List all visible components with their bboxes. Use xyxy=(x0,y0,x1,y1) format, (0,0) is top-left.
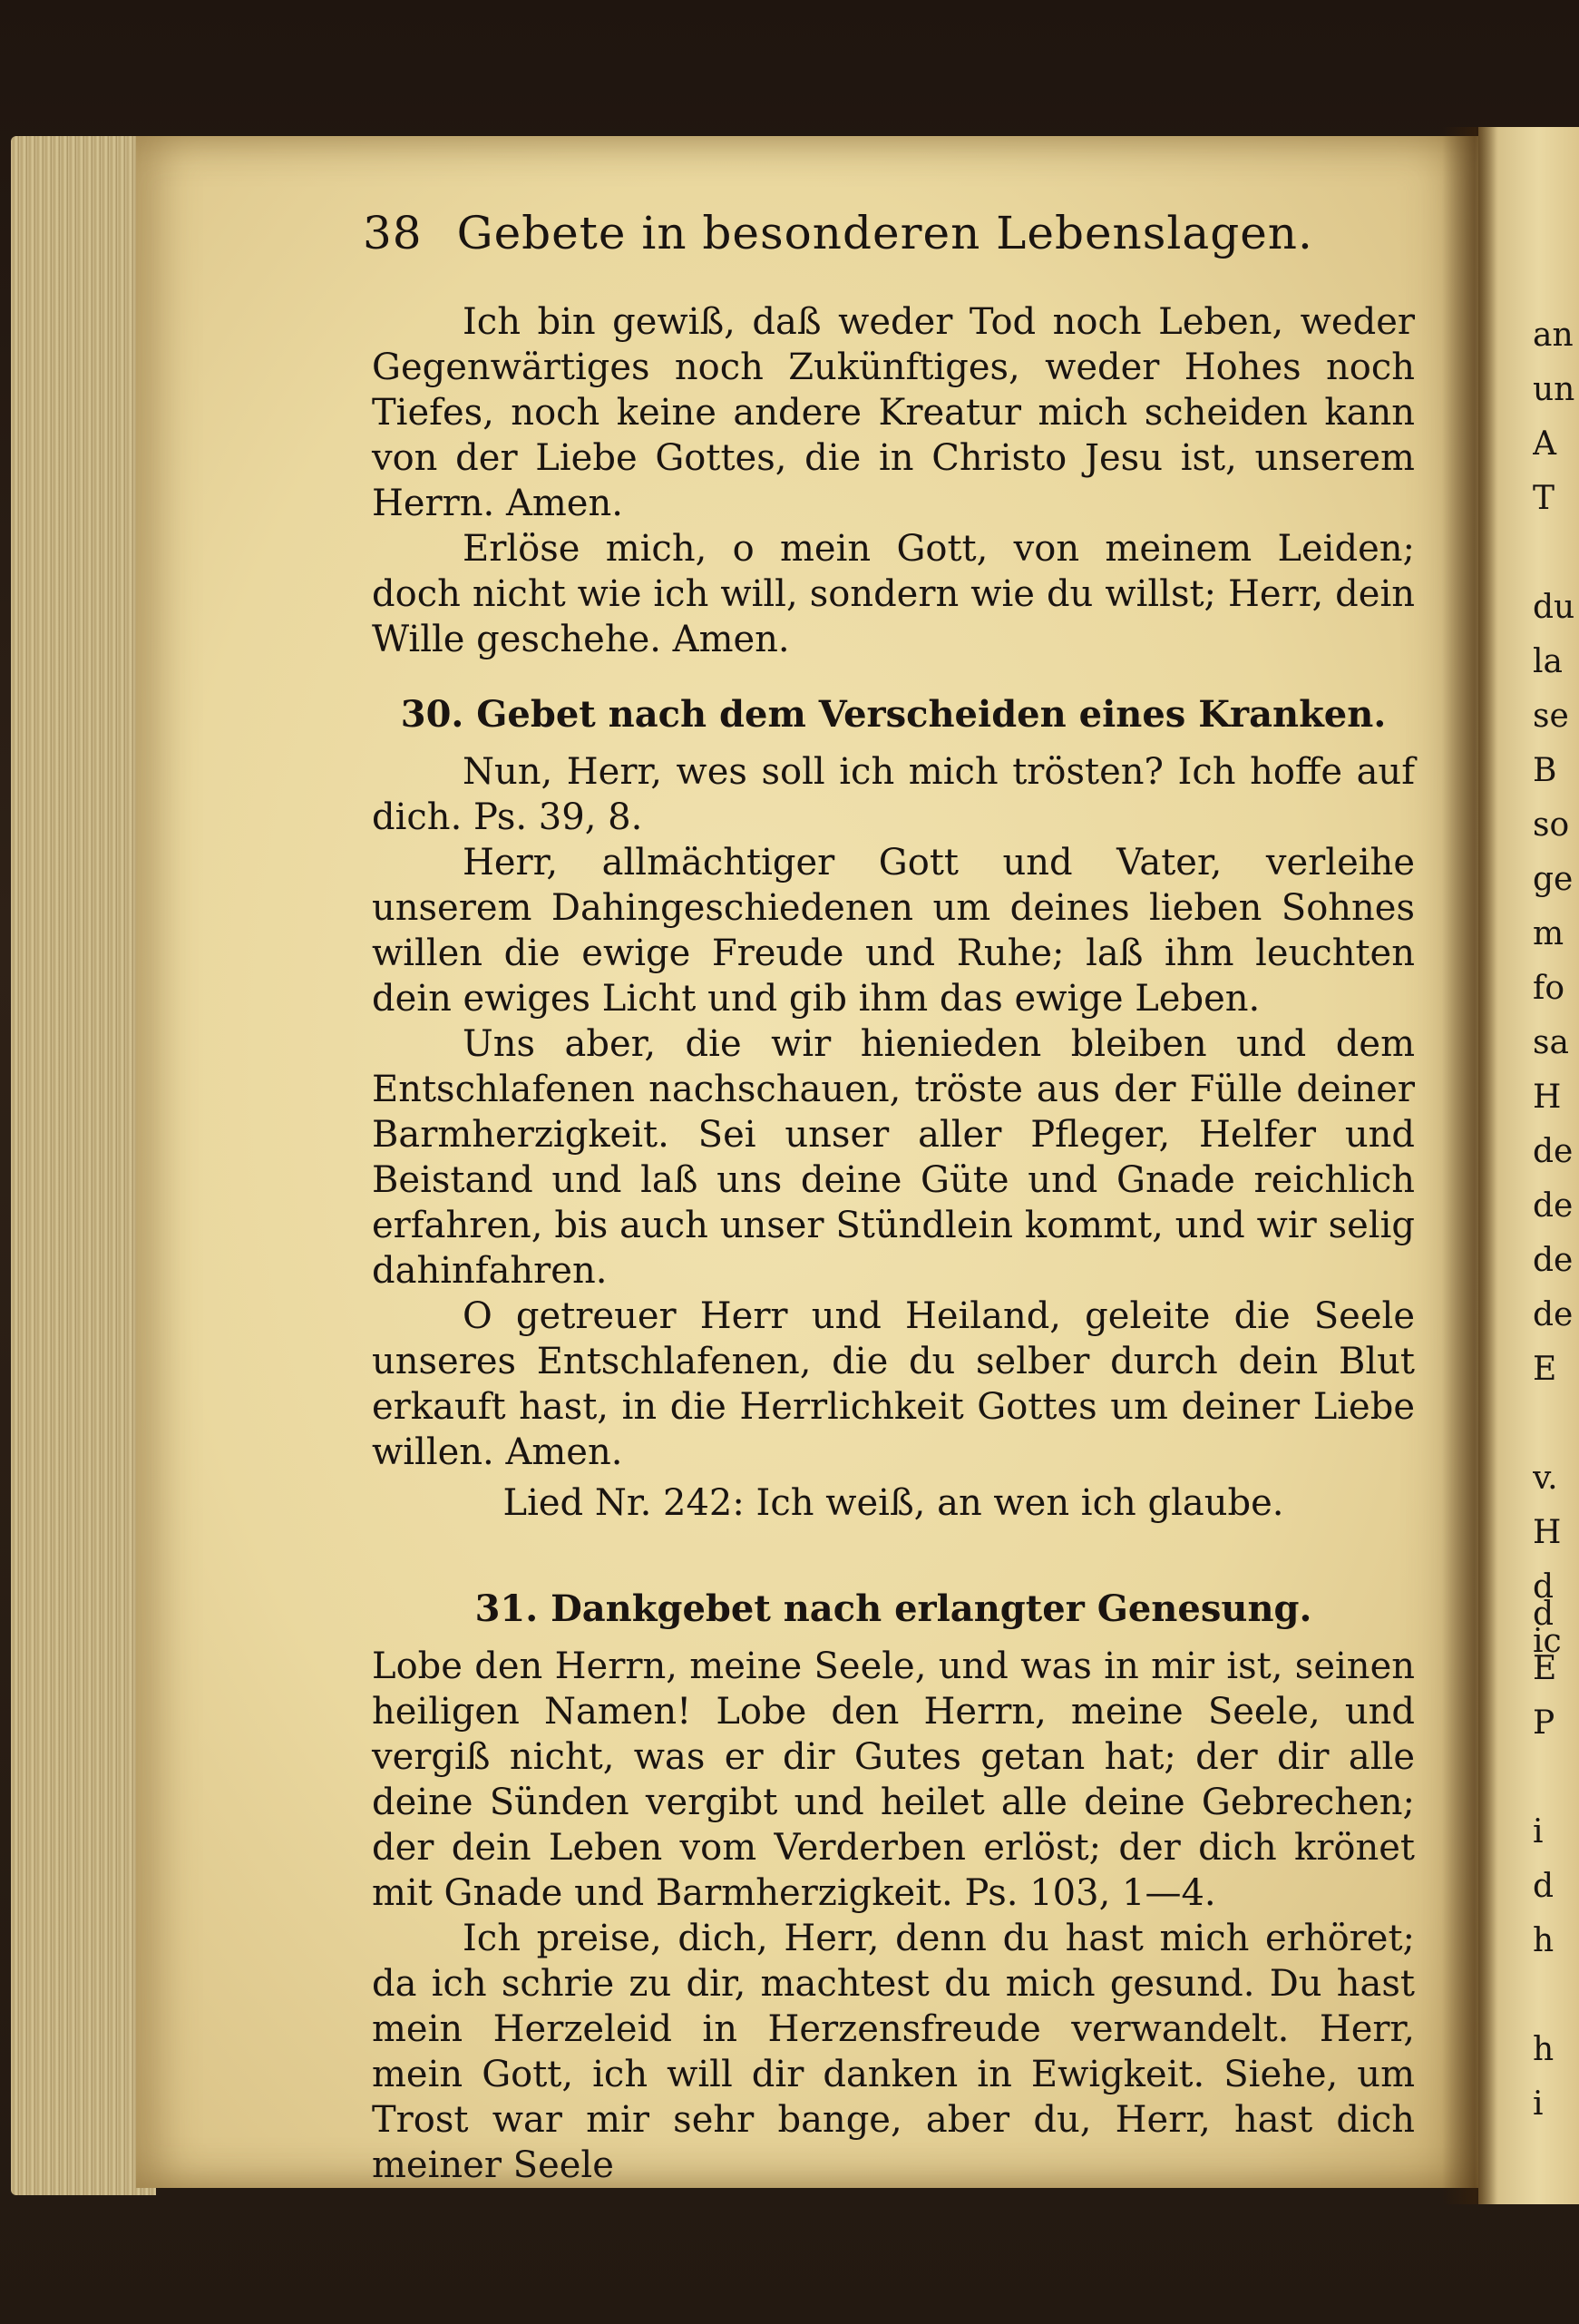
facing-page-fragment: h xyxy=(1533,2031,1555,2068)
prayer-paragraph: Ich bin gewiß, daß weder Tod noch Leben, weder Gegenwärtiges noch Zukünftiges, weder Hohes noch Tiefes, noch keine andere Kreatur mich scheiden kann von der Liebe Gottes, die in Christo Jesu ist, unserem Herrn. Amen. xyxy=(372,301,1415,524)
book-gutter xyxy=(1442,127,1496,2204)
facing-page-fragment: d xyxy=(1533,1868,1555,1905)
prayer-paragraph: Ich preise, dich, Herr, denn du hast mich erhöret; da ich schrie zu dir, machtest du mich gesund. Du hast mein Herzeleid in Herzensfreude verwandelt. Herr, mein Gott, ich will dir danken in Ewigkeit. Siehe, um Trost war mir sehr bange, aber du, Herr, hast dich meiner Seele xyxy=(372,1918,1415,2186)
facing-page-fragment: P xyxy=(1533,1704,1555,1742)
prayer-paragraph: Herr, allmächtiger Gott und Vater, verleihe unserem Dahingeschiedenen um deines lieben Sohnes willen die ewige Freude und Ruhe; laß ihm leuchten dein ewiges Licht und gib ihm das ewige Leben. xyxy=(372,842,1415,1020)
facing-page-fragment xyxy=(1533,526,1579,581)
facing-page-fragment xyxy=(1533,1751,1579,1805)
facing-page-fragment: se xyxy=(1533,698,1569,735)
prayer-paragraph: Erlöse mich, o mein Gott, von meinem Leiden; doch nicht wie ich will, sondern wie du willst; Herr, dein Wille geschehe. Amen. xyxy=(372,528,1415,660)
prayer-paragraph: Nun, Herr, wes soll ich mich trösten? Ich hoffe auf dich. Ps. 39, 8. xyxy=(372,751,1415,838)
facing-page-fragment: sa xyxy=(1533,1024,1569,1061)
facing-page-fragment: de xyxy=(1533,1187,1574,1225)
facing-page-fragment: E xyxy=(1533,1351,1557,1388)
facing-page-text-upper xyxy=(1533,308,1579,1669)
facing-page-fragment: d xyxy=(1533,1568,1555,1606)
facing-page-fragment: i xyxy=(1533,2085,1544,2123)
facing-page-fragment: B xyxy=(1533,752,1557,789)
facing-page-text-lower xyxy=(1533,1587,1579,2132)
page-number: 38 xyxy=(363,207,423,259)
prayer-paragraph: Lobe den Herrn, meine Seele, und was in mir ist, seinen heiligen Namen! Lobe den Herrn, meine Seele, und vergiß nicht, was er dir Gutes getan hat; der dir alle deine Sünden vergibt und heilet alle deine Gebrechen; der dein Leben vom Verderben erlöst; der dich krönet mit Gnade und Barmherzigkeit. Ps. 103, 1—4. xyxy=(372,1645,1415,1914)
facing-page-fragment: de xyxy=(1533,1133,1574,1170)
facing-page-fragment: h xyxy=(1533,1922,1555,1959)
facing-page-fragment: ic xyxy=(1533,1623,1562,1660)
facing-page-fragment: H xyxy=(1533,1514,1562,1551)
facing-page-fragment: fo xyxy=(1533,970,1564,1007)
facing-page-fragment: un xyxy=(1533,371,1575,408)
facing-page-fragment: ge xyxy=(1533,861,1574,898)
section-heading: 30. Gebet nach dem Verscheiden eines Kranken. xyxy=(400,693,1387,736)
facing-page-fragment: d xyxy=(1533,1596,1555,1633)
running-title: Gebete in besonderen Lebenslagen. xyxy=(456,207,1313,259)
facing-page-fragment: E xyxy=(1533,1650,1557,1687)
facing-page-fragment: de xyxy=(1533,1242,1574,1279)
section-heading: 31. Dankgebet nach erlangter Genesung. xyxy=(474,1587,1312,1630)
facing-page-fragment: so xyxy=(1533,806,1570,844)
facing-page-fragment: du xyxy=(1533,589,1575,626)
facing-page-fragment: la xyxy=(1533,643,1563,680)
facing-page-fragment: T xyxy=(1533,480,1555,517)
page-stack-edge xyxy=(11,136,156,2195)
prayer-paragraph: O getreuer Herr und Heiland, geleite die Seele unseres Entschlafenen, die du selber durch dein Blut erkauft hast, in die Herrlichkeit Gottes um deiner Liebe willen. Amen. xyxy=(372,1295,1415,1473)
facing-page-fragment xyxy=(1533,1397,1579,1451)
facing-page-fragment: i xyxy=(1533,1813,1544,1850)
facing-page-fragment: de xyxy=(1533,1296,1574,1333)
page-header xyxy=(363,207,1360,279)
facing-page-fragment: an xyxy=(1533,317,1574,354)
hymn-reference: Lied Nr. 242: Ich weiß, an wen ich glaube. xyxy=(502,1482,1284,1524)
facing-page-fragment: H xyxy=(1533,1079,1562,1116)
facing-page-fragment: A xyxy=(1533,425,1556,463)
facing-page-fragment xyxy=(1533,1968,1579,2023)
facing-page-fragment: m xyxy=(1533,915,1564,952)
spacer xyxy=(372,1526,1415,1557)
facing-page-fragment: v. xyxy=(1533,1460,1558,1497)
prayer-paragraph: Uns aber, die wir hienieden bleiben und dem Entschlafenen nachschauen, tröste aus der Fülle deiner Barmherzigkeit. Sei unser aller Pfleger, Helfer und Beistand und laß uns deine Güte und Gnade reichlich erfahren, bis auch unser Stündlein kommt, und wir selig dahinfahren. xyxy=(372,1023,1415,1292)
page-body xyxy=(372,299,1415,2188)
